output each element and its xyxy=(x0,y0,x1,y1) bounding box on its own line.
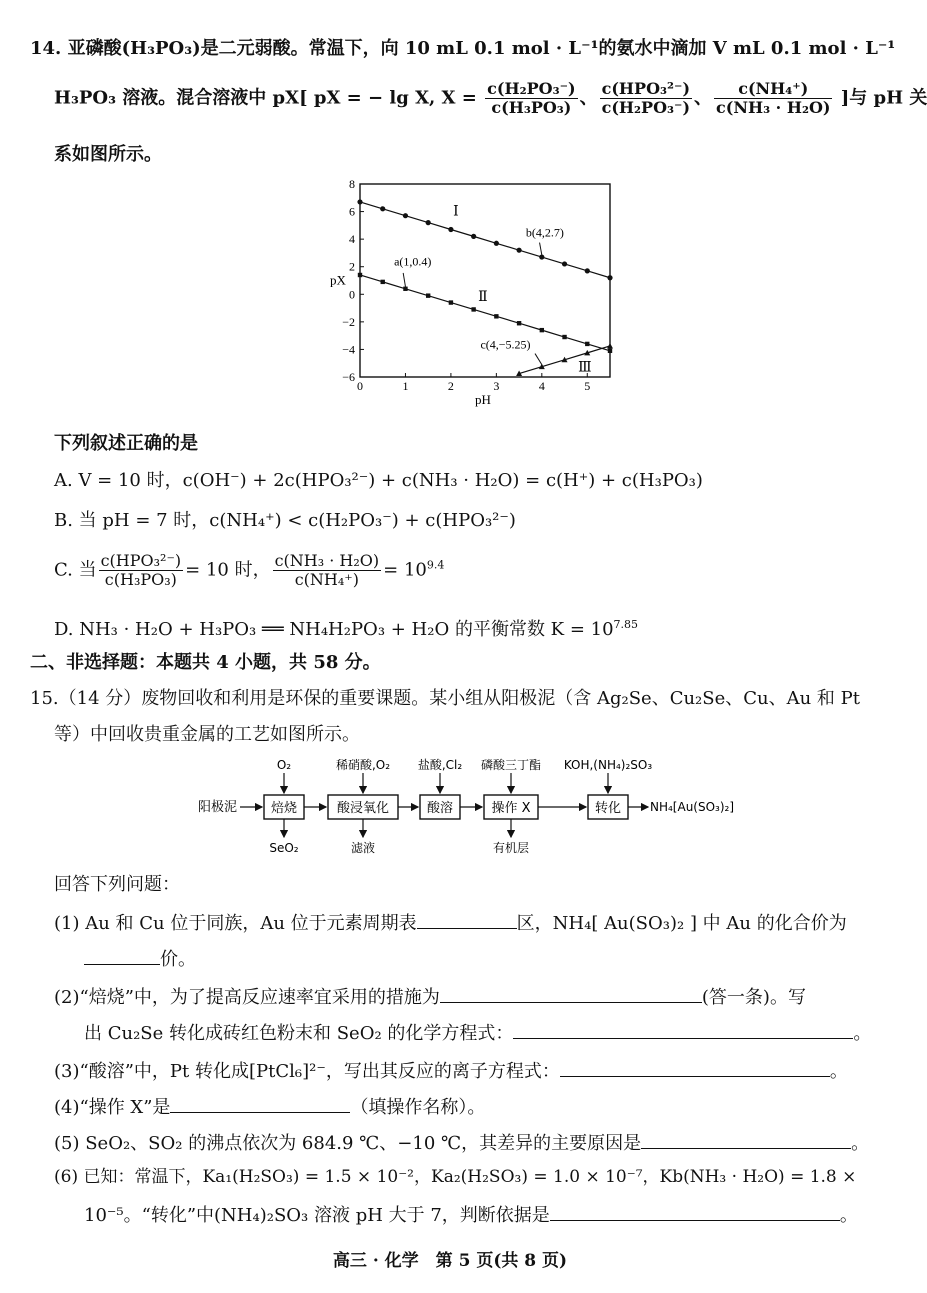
optd-exp: 7.85 xyxy=(613,618,639,631)
y-axis-label: pX xyxy=(330,272,346,288)
process-flow-diagram xyxy=(190,755,790,855)
sub2-text-c: 出 Cu₂Se 转化成砖红色粉末和 SeO₂ 的化学方程式： xyxy=(84,1023,514,1044)
sub2-period: 。 xyxy=(853,1023,872,1044)
data-point xyxy=(562,261,567,266)
q14-line2-end: ]与 pH 关 xyxy=(840,87,927,109)
frac3-num: c(NH₄⁺) xyxy=(714,80,832,99)
data-point xyxy=(540,328,544,332)
q14-option-a: A. V = 10 时，c(OH⁻) + 2c(HPO₃²⁻) + c(NH₃ · H₂O) = c(H⁺) + c(H₃PO₃) xyxy=(54,470,703,491)
annotation-b-leader xyxy=(540,243,542,255)
frac-hpo3-h2po3 xyxy=(600,80,692,117)
page-footer: 高三 · 化学 第 5 页(共 8 页) xyxy=(332,1251,568,1271)
data-point xyxy=(357,199,362,204)
q14-option-d: D. NH₃ · H₂O + H₃PO₃ ══ NH₄H₂PO₃ + H₂O 的平衡常数 $K = 10^{7.85}$ xyxy=(54,618,639,640)
flow-step-acid-dissolve: 酸溶 xyxy=(426,801,454,816)
annotation-c-leader xyxy=(535,354,542,365)
sub1-text-c: 价。 xyxy=(160,949,196,970)
sep2: 、 xyxy=(694,87,713,109)
frac-h2po3-h3po3 xyxy=(485,80,577,117)
data-point xyxy=(516,248,521,253)
q14-ask: 下列叙述正确的是 xyxy=(54,433,198,454)
flow-output-organic: 有机层 xyxy=(492,841,530,855)
frac2-den: c(H₂PO₃⁻) xyxy=(601,98,691,117)
sub3-period: 。 xyxy=(829,1061,848,1082)
sep1: 、 xyxy=(579,87,598,109)
flow-reagent-tbp: 磷酸三丁酯 xyxy=(480,758,542,772)
data-point xyxy=(539,254,544,259)
q15-sub2 xyxy=(54,984,806,1009)
q14-option-b: B. 当 pH = 7 时，c(NH₄⁺) < c(H₂PO₃⁻) + c(HPO₃²⁻) xyxy=(54,510,516,531)
optc-frac1-den: c(H₃PO₃) xyxy=(104,570,177,589)
q14-line2-text: H₃PO₃ 溶液。混合溶液中 pX[ pX = − lg X, X = xyxy=(54,87,477,109)
q14-line2 xyxy=(54,80,927,117)
series-label-1: Ⅰ xyxy=(453,204,459,220)
q14-line1: 14. 亚磷酸(H₃PO₃)是二元弱酸。常温下，向 10 mL 0.1 mol · L⁻¹的氨水中滴加 V mL 0.1 mol · L⁻¹ xyxy=(30,38,896,59)
frac1-num: c(H₂PO₃⁻) xyxy=(487,79,576,98)
sub3-text: (3)“酸溶”中，Pt 转化成[PtCl₆]²⁻，写出其反应的离子方程式： xyxy=(54,1061,560,1082)
data-point xyxy=(426,293,430,297)
data-point xyxy=(494,241,499,246)
sub6-period: 。 xyxy=(839,1205,858,1226)
q15-sub3 xyxy=(54,1058,848,1083)
annotation-c: c(4,−5.25) xyxy=(480,337,531,352)
flow-step-operation-x: 操作 X xyxy=(491,801,531,816)
flow-product: NH₄[Au(SO₃)₂] xyxy=(650,800,735,814)
optc-frac1 xyxy=(99,552,184,589)
x-tick-label: 2 xyxy=(447,379,454,393)
data-point xyxy=(517,321,521,325)
annotation-b: b(4,2.7) xyxy=(525,225,564,240)
answer-blank-2b[interactable] xyxy=(513,1020,853,1039)
data-point xyxy=(403,213,408,218)
data-point xyxy=(471,307,475,311)
data-point xyxy=(448,227,453,232)
flow-step-convert: 转化 xyxy=(594,801,622,816)
y-tick-label: 2 xyxy=(349,259,355,274)
answer-blank-4[interactable] xyxy=(170,1094,350,1113)
flow-reagent-koh: KOH,(NH₄)₂SO₃ xyxy=(563,758,653,772)
data-point xyxy=(426,220,431,225)
q15-prompt: 回答下列问题： xyxy=(54,874,180,895)
q15-line2: 等）中回收贵重金属的工艺如图所示。 xyxy=(54,724,360,745)
optc-prefix: C. 当 xyxy=(54,559,97,581)
optc-mid: = 10 时， xyxy=(185,559,271,581)
data-point xyxy=(380,206,385,211)
flow-input: 阳极泥 xyxy=(198,800,238,815)
q15-line1: 15.（14 分）废物回收和利用是环保的重要课题。某小组从阳极泥（含 Ag₂Se、Cu₂Se、Cu、Au 和 Pt xyxy=(30,688,861,709)
y-tick-label: −6 xyxy=(342,370,355,384)
sub4-text-b: （填操作名称）。 xyxy=(350,1097,486,1118)
data-point xyxy=(381,280,385,284)
section-heading: 二、非选择题：本题共 4 小题，共 58 分。 xyxy=(30,652,381,673)
optc-frac2-num: c(NH₃ · H₂O) xyxy=(274,551,380,570)
data-point xyxy=(607,343,613,349)
answer-blank-3[interactable] xyxy=(560,1058,830,1077)
q15-sub5 xyxy=(54,1130,869,1155)
data-point xyxy=(471,234,476,239)
q14-option-c xyxy=(54,552,444,589)
sub1-text-b: 区，NH₄[ Au(SO₃)₂ ] 中 Au 的化合价为 xyxy=(516,913,847,934)
sub5-text: (5) SeO₂、SO₂ 的沸点依次为 684.9 ℃、−10 ℃，其差异的主要原因是 xyxy=(54,1133,642,1154)
sub4-text-a: (4)“操作 X”是 xyxy=(54,1097,171,1118)
flow-reagent-hcl: 盐酸,Cl₂ xyxy=(417,758,463,772)
flow-reagent-o2: O₂ xyxy=(276,758,292,772)
x-tick-label: 4 xyxy=(538,379,545,393)
data-point xyxy=(585,342,589,346)
data-point xyxy=(449,300,453,304)
frac3-den: c(NH₃ · H₂O) xyxy=(716,98,831,117)
optc-frac2 xyxy=(273,552,382,589)
frac2-num: c(HPO₃²⁻) xyxy=(601,79,691,98)
flow-output-filtrate: 滤液 xyxy=(350,841,376,855)
q14-line3: 系如图所示。 xyxy=(54,144,162,165)
q15-sub2-cont xyxy=(84,1020,871,1045)
optc-exp: 9.4 xyxy=(426,558,445,572)
flow-step-roast: 焙烧 xyxy=(270,801,298,816)
flow-reagent-hno3: 稀硝酸,O₂ xyxy=(335,758,391,772)
annotation-a-leader xyxy=(403,273,405,287)
answer-blank-1b[interactable] xyxy=(84,946,160,965)
y-tick-label: −2 xyxy=(342,314,355,329)
sub6-text-a: (6) 已知：常温下，Ka₁(H₂SO₃) = 1.5 × 10⁻²，Ka₂(H₂SO₃) = 1.0 × 10⁻⁷，Kb(NH₃ · H₂O) = 1.8 × xyxy=(54,1167,857,1187)
sub6-text-b: 10⁻⁵。“转化”中(NH₄)₂SO₃ 溶液 pH 大于 7，判断依据是 xyxy=(84,1205,550,1226)
frac1-den: c(H₃PO₃) xyxy=(491,98,572,117)
answer-blank-6[interactable] xyxy=(550,1202,840,1221)
data-point xyxy=(562,335,566,339)
x-tick-label: 1 xyxy=(402,379,409,393)
flow-step-acid-leach: 酸浸氧化 xyxy=(336,801,390,816)
q15-sub6-cont xyxy=(84,1202,858,1227)
y-tick-label: 8 xyxy=(349,177,355,191)
x-tick-label: 5 xyxy=(584,379,591,393)
x-tick-label: 3 xyxy=(493,379,500,393)
data-point xyxy=(608,349,612,353)
data-point xyxy=(607,275,612,280)
optc-suffix: = 10 xyxy=(383,559,427,581)
data-point xyxy=(358,273,362,277)
answer-blank-5[interactable] xyxy=(641,1130,851,1149)
q15-sub6 xyxy=(54,1166,856,1188)
sub2-text-b: (答一条)。写 xyxy=(701,987,806,1008)
q15-sub1-cont xyxy=(84,946,196,971)
sub1-text-a: (1) Au 和 Cu 位于同族，Au 位于元素周期表 xyxy=(54,913,417,934)
optc-frac2-den: c(NH₄⁺) xyxy=(294,570,359,589)
sub2-text-a: (2)“焙烧”中，为了提高反应速率宜采用的措施为 xyxy=(54,987,440,1008)
y-tick-label: 4 xyxy=(349,232,355,247)
frac-nh4-nh3 xyxy=(714,80,832,117)
flow-output-seo2: SeO₂ xyxy=(269,841,299,855)
q15-sub1 xyxy=(54,910,847,935)
y-tick-label: 0 xyxy=(349,287,355,302)
series-label-3: Ⅲ xyxy=(578,360,592,376)
data-point xyxy=(585,268,590,273)
data-point xyxy=(494,314,498,318)
optc-frac1-num: c(HPO₃²⁻) xyxy=(100,551,182,570)
sub5-period: 。 xyxy=(851,1133,870,1154)
data-point xyxy=(403,287,407,291)
y-tick-label: 6 xyxy=(349,204,355,219)
x-tick-label: 0 xyxy=(357,379,363,393)
answer-blank-2a[interactable] xyxy=(440,984,702,1003)
x-axis-label: pH xyxy=(475,392,491,407)
answer-blank-1a[interactable] xyxy=(417,910,517,929)
px-ph-chart xyxy=(320,172,630,412)
q15-sub4 xyxy=(54,1094,485,1119)
y-tick-label: −4 xyxy=(342,342,355,357)
series-label-2: Ⅱ xyxy=(478,290,488,306)
annotation-a: a(1,0.4) xyxy=(394,254,432,269)
